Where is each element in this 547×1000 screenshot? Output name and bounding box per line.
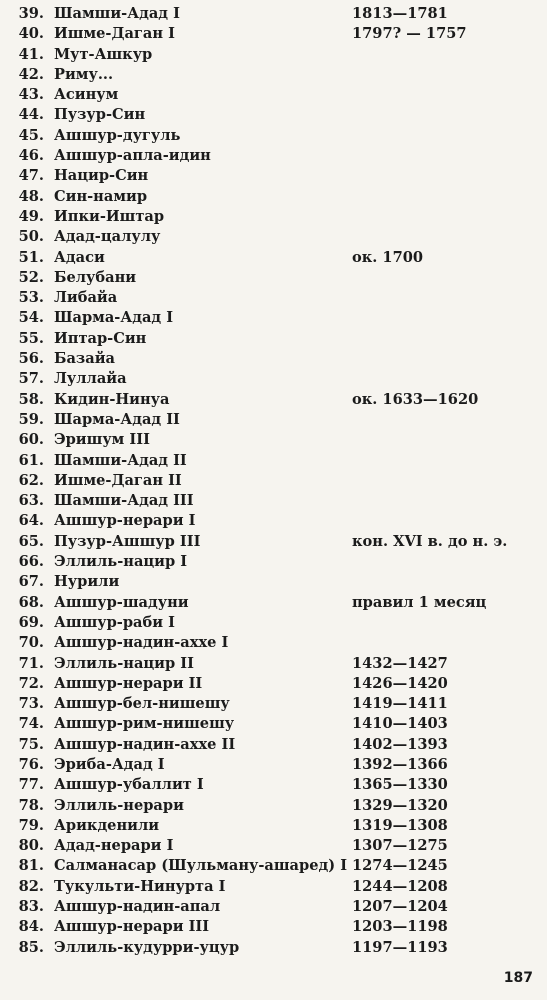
ruler-name: Белубани (54, 268, 137, 286)
list-item (0, 877, 547, 897)
item-number: 53. (18, 289, 44, 307)
ruler-name: Ишме-Даган I (54, 25, 175, 43)
list-item (0, 126, 547, 146)
list-item (0, 45, 547, 65)
reign-dates: 1410—1403 (352, 715, 448, 733)
item-number: 59. (18, 410, 44, 428)
item-number: 77. (18, 776, 44, 794)
item-number: 60. (18, 431, 44, 449)
list-item (0, 4, 547, 24)
ruler-name: Пузур-Син (54, 106, 146, 124)
list-item (0, 511, 547, 531)
reign-dates: 1365—1330 (352, 776, 448, 794)
list-item (0, 24, 547, 44)
ruler-name: Эллиль-кудурри-уцур (54, 938, 240, 956)
ruler-name: Иптар-Син (54, 329, 147, 347)
ruler-name: Тукульти-Нинурта I (54, 877, 226, 895)
item-number: 54. (18, 309, 44, 327)
list-item (0, 593, 547, 613)
ruler-name: Базайа (54, 350, 115, 368)
list-item (0, 85, 547, 105)
ruler-name: Кидин-Нинуа (54, 390, 170, 408)
list-item (0, 714, 547, 734)
reign-dates: 1329—1320 (352, 796, 448, 814)
list-item (0, 248, 547, 268)
ruler-name: Ашшур-нерари III (54, 918, 210, 936)
list-item (0, 613, 547, 633)
list-item (0, 65, 547, 85)
item-number: 55. (18, 329, 44, 347)
list-item (0, 796, 547, 816)
item-number: 56. (18, 350, 44, 368)
list-item (0, 105, 547, 125)
item-number: 44. (18, 106, 44, 124)
ruler-name: Ашшур-апла-идин (54, 147, 211, 165)
reign-dates: 1207—1204 (352, 898, 448, 916)
reign-dates: 1274—1245 (352, 857, 448, 875)
list-item (0, 572, 547, 592)
reign-dates: 1797? — 1757 (352, 25, 467, 43)
ruler-name: Ашшур-надин-ахxе I (54, 634, 229, 652)
reign-dates: ок. 1700 (352, 248, 424, 266)
ruler-name: Ашшур-рим-нишешу (54, 715, 235, 733)
ruler-name: Адаси (54, 248, 105, 266)
item-number: 74. (18, 715, 44, 733)
king-list (0, 4, 547, 958)
list-item (0, 674, 547, 694)
ruler-name: Эллиль-нерари (54, 796, 184, 814)
item-number: 50. (18, 228, 44, 246)
reign-dates: 1244—1208 (352, 877, 448, 895)
item-number: 68. (18, 593, 44, 611)
item-number: 39. (18, 5, 44, 22)
ruler-name: Ашшур-бел-нишешу (54, 695, 230, 713)
reign-dates: 1392—1366 (352, 755, 448, 773)
item-number: 82. (18, 877, 44, 895)
item-number: 79. (18, 816, 44, 834)
item-number: 70. (18, 634, 44, 652)
item-number: 46. (18, 147, 44, 165)
list-item (0, 532, 547, 552)
list-item (0, 308, 547, 328)
item-number: 72. (18, 674, 44, 692)
list-item (0, 755, 547, 775)
ruler-name: Нурили (54, 573, 120, 591)
list-item (0, 938, 547, 958)
item-number: 45. (18, 126, 44, 144)
reign-dates: ок. 1633—1620 (352, 390, 479, 408)
reign-dates: 1203—1198 (352, 918, 448, 936)
item-number: 71. (18, 654, 44, 672)
reign-dates: 1419—1411 (352, 695, 448, 713)
item-number: 47. (18, 167, 44, 185)
item-number: 43. (18, 86, 44, 104)
item-number: 52. (18, 268, 44, 286)
list-item (0, 349, 547, 369)
list-item (0, 390, 547, 410)
item-number: 49. (18, 207, 44, 225)
ruler-name: Ашшур-шадуни (54, 593, 189, 611)
item-number: 42. (18, 65, 44, 83)
list-item (0, 207, 547, 227)
ruler-name: Арикденили (54, 816, 160, 834)
ruler-name: Шарма-Адад II (54, 410, 180, 428)
item-number: 83. (18, 898, 44, 916)
reign-dates: 1426—1420 (352, 674, 448, 692)
ruler-name: Ашшур-нерари II (54, 674, 203, 692)
ruler-name: Ашшур-нерари I (54, 512, 196, 530)
reign-dates: 1307—1275 (352, 837, 448, 855)
reign-dates: 1197—1193 (352, 938, 448, 956)
ruler-name: Адад-нерари I (54, 837, 174, 855)
list-item (0, 856, 547, 876)
item-number: 81. (18, 857, 44, 875)
list-item (0, 654, 547, 674)
ruler-name: Риму... (54, 65, 114, 83)
list-item (0, 288, 547, 308)
ruler-name: Эллиль-нацир I (54, 553, 188, 571)
list-item (0, 633, 547, 653)
ruler-name: Эришум III (54, 431, 150, 449)
ruler-name: Шамши-Адад II (54, 451, 187, 469)
list-item (0, 897, 547, 917)
item-number: 67. (18, 573, 44, 591)
list-item (0, 735, 547, 755)
item-number: 75. (18, 735, 44, 753)
item-number: 58. (18, 390, 44, 408)
ruler-name: Мут-Ашкур (54, 45, 153, 63)
item-number: 84. (18, 918, 44, 936)
list-item (0, 694, 547, 714)
list-item (0, 552, 547, 572)
ruler-name: Шамши-Адад III (54, 492, 194, 510)
ruler-name: Ашшур-убаллит I (54, 776, 204, 794)
list-item (0, 329, 547, 349)
list-item (0, 451, 547, 471)
list-item (0, 816, 547, 836)
ruler-name: Адад-цалулу (54, 228, 161, 246)
item-number: 65. (18, 532, 44, 550)
reign-dates: правил 1 месяц (352, 593, 487, 611)
list-item (0, 775, 547, 795)
item-number: 69. (18, 613, 44, 631)
ruler-name: Ипки-Иштар (54, 207, 165, 225)
ruler-name: Эллиль-нацир II (54, 654, 194, 672)
list-item (0, 836, 547, 856)
item-number: 85. (18, 938, 44, 956)
item-number: 66. (18, 553, 44, 571)
item-number: 48. (18, 187, 44, 205)
ruler-name: Луллайа (54, 370, 127, 388)
item-number: 41. (18, 45, 44, 63)
ruler-name: Син-намир (54, 187, 148, 205)
item-number: 62. (18, 471, 44, 489)
ruler-name: Либайа (54, 289, 118, 307)
ruler-name: Ашшур-раби I (54, 613, 175, 631)
ruler-name: Салманасар (Шульману-ашаред) I (54, 857, 348, 875)
item-number: 78. (18, 796, 44, 814)
item-number: 51. (18, 248, 44, 266)
ruler-name: Нацир-Син (54, 167, 149, 185)
reign-dates: 1813—1781 (352, 5, 448, 22)
item-number: 64. (18, 512, 44, 530)
list-item (0, 471, 547, 491)
item-number: 76. (18, 755, 44, 773)
ruler-name: Ишме-Даган II (54, 471, 182, 489)
list-item (0, 410, 547, 430)
ruler-name: Ашшур-надин-ахxе II (54, 735, 236, 753)
ruler-name: Ашшур-дугуль (54, 126, 181, 144)
ruler-name: Асинум (54, 86, 119, 104)
item-number: 73. (18, 695, 44, 713)
list-item (0, 187, 547, 207)
page-number: 187 (503, 970, 533, 986)
reign-dates: 1402—1393 (352, 735, 448, 753)
ruler-name: Шарма-Адад I (54, 309, 174, 327)
ruler-name: Пузур-Ашшур III (54, 532, 201, 550)
ruler-name: Шамши-Адад I (54, 5, 180, 22)
list-item (0, 917, 547, 937)
item-number: 80. (18, 837, 44, 855)
list-item (0, 146, 547, 166)
list-item (0, 491, 547, 511)
reign-dates: 1432—1427 (352, 654, 448, 672)
item-number: 40. (18, 25, 44, 43)
ruler-name: Ашшур-надин-апал (54, 898, 221, 916)
reign-dates: 1319—1308 (352, 816, 448, 834)
list-item (0, 369, 547, 389)
list-item (0, 268, 547, 288)
ruler-name: Эриба-Адад I (54, 755, 165, 773)
item-number: 61. (18, 451, 44, 469)
item-number: 63. (18, 492, 44, 510)
item-number: 57. (18, 370, 44, 388)
list-item (0, 166, 547, 186)
reign-dates: кон. XVI в. до н. э. (352, 532, 508, 550)
list-item (0, 227, 547, 247)
list-item (0, 430, 547, 450)
